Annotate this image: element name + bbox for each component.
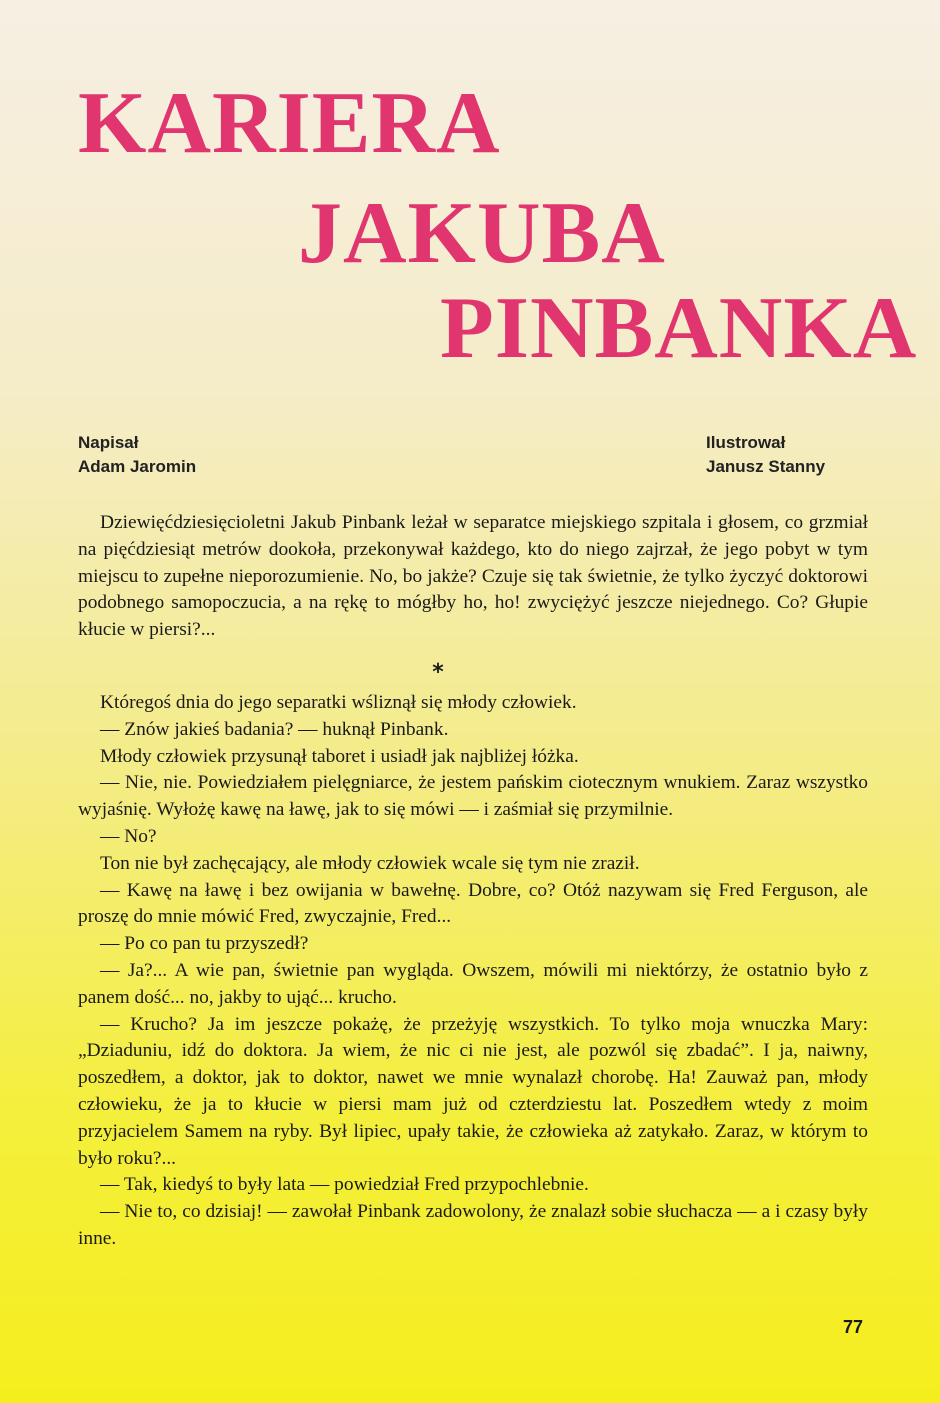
author-label: Napisał (78, 433, 139, 452)
paragraph: — Kawę na ławę i bez owijania w bawełnę. Dobre, co? Otóż nazywam się Fred Ferguson, ale proszę do mnie mówić Fred, zwyczajnie, Fred... (78, 879, 868, 928)
illustrator-name: Janusz Stanny (706, 457, 826, 476)
illustrator-label: Ilustrował (706, 433, 786, 452)
author-credit (78, 431, 196, 479)
intro-block (78, 510, 868, 644)
paragraph: — Tak, kiedyś to były lata — powiedział Fred przypochlebnie. (100, 1174, 589, 1196)
paragraph: — Znów jakieś badania? — huknął Pinbank. (100, 718, 449, 740)
author-name: Adam Jaromin (78, 457, 197, 476)
illustrator-credit (706, 431, 825, 479)
paragraph: Młody człowiek przysunął taboret i usiadł jak najbliżej łóżka. (100, 745, 579, 767)
title-line-1: KARIERA (78, 75, 501, 172)
dialogue-block (78, 690, 868, 1253)
paragraph: — No? (100, 825, 157, 847)
paragraph: — Nie, nie. Powiedziałem pielęgniarce, że jestem pańskim ciotecznym wnukiem. Zaraz wszystko wyjaśnię. Wyłożę kawę na ławę, jak to się mówi — i zaśmiał się przymilnie. (78, 772, 868, 821)
page-number: 77 (843, 1317, 864, 1337)
paragraph: — Po co pan tu przyszedł? (100, 933, 309, 955)
paragraph: Ton nie był zachęcający, ale młody człowiek wcale się tym nie zraził. (100, 852, 640, 874)
intro-paragraph: Dziewięćdziesięcioletni Jakub Pinbank leżał w separatce miejskiego szpitala i głosem, co grzmiał na pięćdziesiąt metrów dookoła, przekonywał każdego, kto do niego zajrzał, że jego pobyt w tym miejscu to zupełne nieporozumienie. No, bo jakże? Czuje się tak świetnie, że tylko życzyć doktorowi podobnego samopoczucia, a na rękę to mógłby ho, ho! zwyciężyć jeszcze niejednego. Co? Głupie kłucie w piersi?... (78, 512, 868, 641)
section-separator: * (432, 660, 444, 685)
paragraph: — Nie to, co dzisiaj! — zawołał Pinbank zadowolony, że znalazł sobie słuchacza — a i czasy były inne. (78, 1201, 868, 1249)
paragraph: Któregoś dnia do jego separatki wśliznął się młody człowiek. (100, 692, 577, 713)
title-line-2: JAKUBA (298, 185, 666, 282)
paragraph: — Ja?... A wie pan, świetnie pan wygląda. Owszem, mówili mi niektórzy, że ostatnio było z panem dość... no, jakby to ująć... krucho. (78, 959, 868, 1008)
paragraph: — Krucho? Ja im jeszcze pokażę, że przeżyję wszystkich. To tylko moja wnuczka Mary: „Dziaduniu, idź do doktora. Ja wiem, że nic ci nie jest, ale pozwól się zbadać”. I ja, naiwny, poszedłem, a doktor, jak to doktor, nawet we mnie wynalazł chorobę. Ha! Zauważ pan, młody człowieku, że ja to kłucie w piersi mam już od czterdziestu lat. Poszedłem wtedy z moim przyjacielem Samem na ryby. Był lipiec, upały takie, że człowieka aż zatykało. Zaraz, w którym to było roku?... (78, 1013, 868, 1169)
title-line-3: PINBANKA (440, 280, 918, 377)
